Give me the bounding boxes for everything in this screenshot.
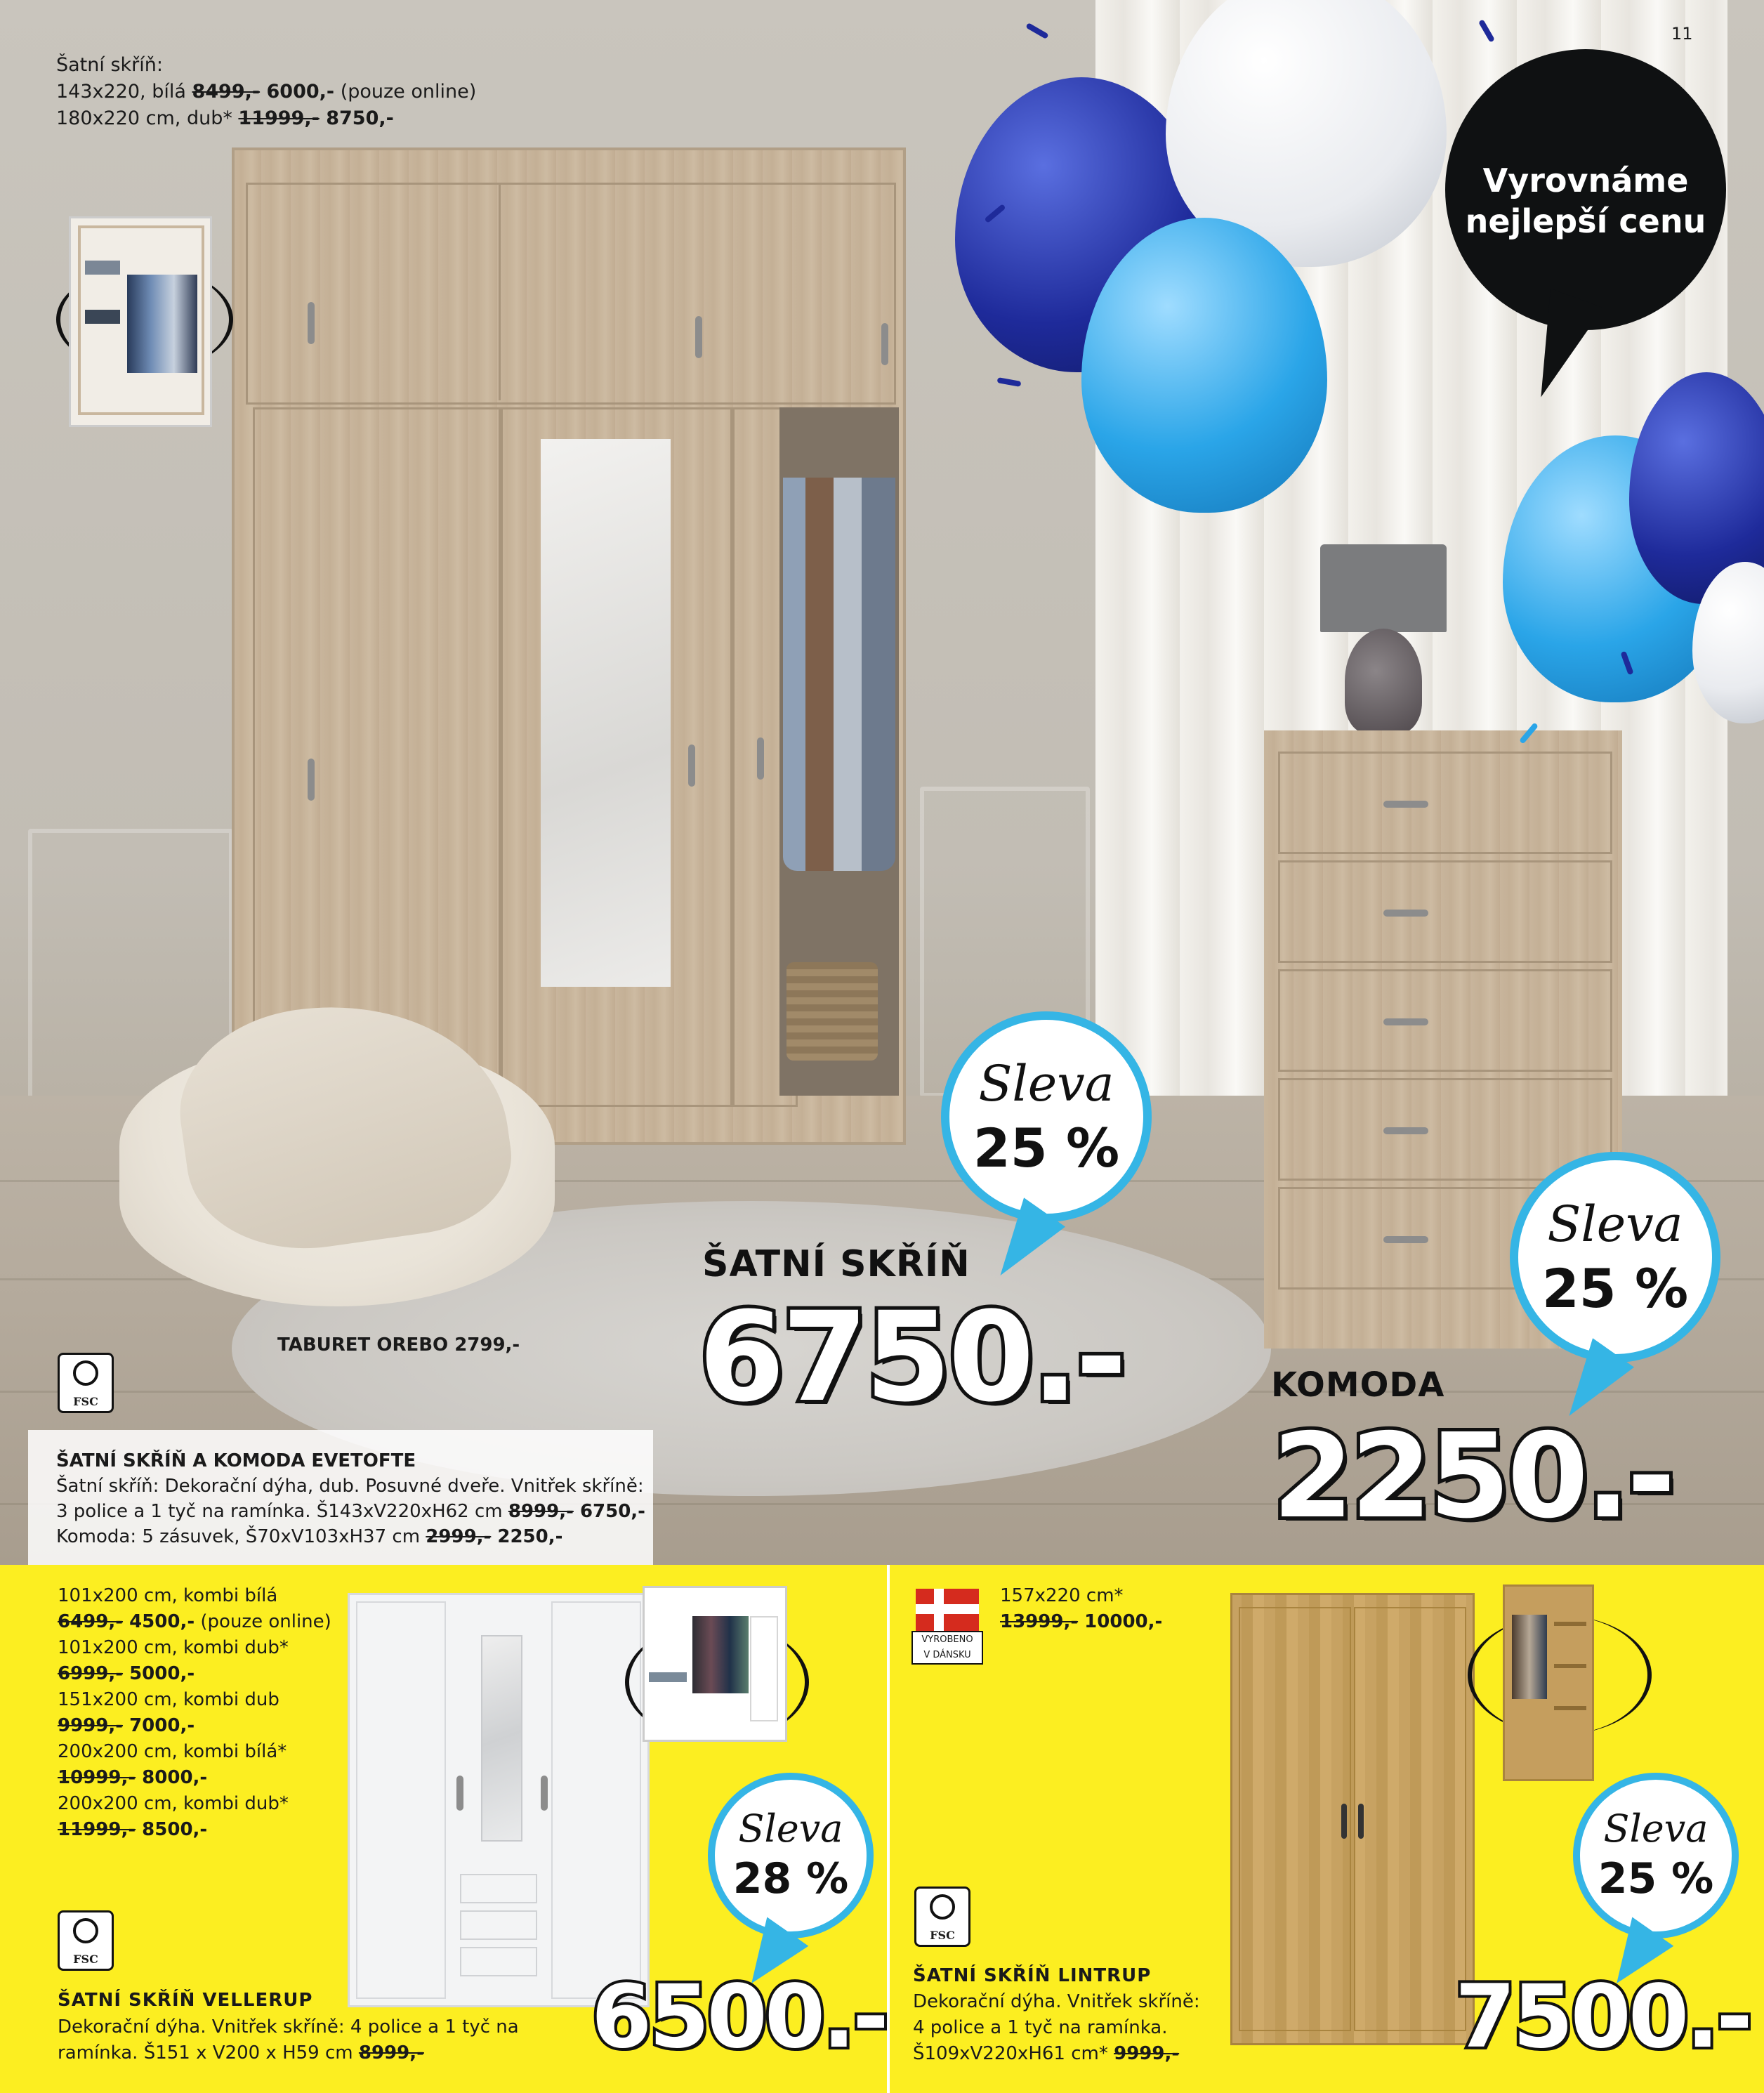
fsc-logo-text: FSC bbox=[930, 1929, 955, 1942]
old-price: 11999,- bbox=[238, 107, 320, 129]
old-price: 8999,- bbox=[358, 2042, 424, 2064]
tree-icon bbox=[73, 1918, 98, 1943]
new-price: 6750,- bbox=[573, 1501, 645, 1522]
made-in-line1: VYROBENO bbox=[921, 1634, 973, 1645]
dresser-price: 2250.- bbox=[1272, 1409, 1673, 1544]
new-price: 6000,- bbox=[260, 81, 335, 103]
variant-price bbox=[58, 1817, 331, 1843]
badge-percent: 28 % bbox=[732, 1854, 849, 1903]
new-price: 7000,- bbox=[123, 1715, 195, 1736]
new-price: 8750,- bbox=[319, 107, 394, 129]
wardrobe-mirror bbox=[541, 439, 671, 987]
evetofte-desc3 bbox=[56, 1524, 562, 1549]
online-note: (pouze online) bbox=[195, 1611, 331, 1632]
variant-price bbox=[58, 1765, 331, 1791]
fsc-logo bbox=[58, 1353, 114, 1413]
variant-size: 101x200 cm, kombi dub* bbox=[58, 1637, 289, 1658]
old-price: 6999,- bbox=[58, 1663, 124, 1684]
lintrup-title: ŠATNÍ SKŘÍŇ LINTRUP bbox=[913, 1965, 1152, 1986]
tree-icon bbox=[930, 1894, 955, 1920]
thumbnail-wardrobe-interior bbox=[69, 216, 212, 427]
made-in-denmark-label bbox=[911, 1631, 983, 1665]
variant-price bbox=[58, 1661, 331, 1687]
confetti bbox=[1025, 22, 1048, 39]
new-price: 10000,- bbox=[1078, 1611, 1163, 1632]
vellerup-price: 6500.- bbox=[591, 1967, 886, 2068]
fsc-logo-text: FSC bbox=[73, 1395, 98, 1408]
badge-label: Sleva bbox=[1547, 1195, 1683, 1253]
lintrup-wardrobe-image bbox=[1230, 1593, 1475, 2045]
vellerup-title: ŠATNÍ SKŘÍŇ VELLERUP bbox=[58, 1990, 313, 2011]
online-note: (pouze online) bbox=[334, 81, 477, 103]
discount-badge-lintrup bbox=[1573, 1773, 1739, 1938]
old-price: 8999,- bbox=[508, 1501, 574, 1522]
evetofte-info-box bbox=[28, 1430, 653, 1565]
desc-text: ramínka. Š151 x V200 x H59 cm bbox=[58, 2042, 359, 2064]
evetofte-desc2 bbox=[56, 1499, 645, 1524]
flag-cross-horizontal bbox=[916, 1604, 979, 1614]
lintrup-desc3 bbox=[913, 2041, 1179, 2067]
badge-percent: 25 % bbox=[1541, 1257, 1689, 1320]
spec-size: 180x220 cm, dub* bbox=[56, 107, 239, 129]
lintrup-variant-price bbox=[1000, 1609, 1162, 1635]
old-price: 11999,- bbox=[58, 1819, 136, 1840]
lintrup-size: 157x220 cm* bbox=[1000, 1585, 1124, 1606]
lintrup-desc2: 4 police a 1 tyč na ramínka. bbox=[913, 2017, 1168, 2038]
new-price: 4500,- bbox=[123, 1611, 195, 1632]
lintrup-thumbnail-interior bbox=[1503, 1584, 1594, 1781]
spec-size: 143x220, bílá bbox=[56, 81, 192, 103]
price-match-line2: nejlepší cenu bbox=[1465, 202, 1706, 240]
variant-price bbox=[58, 1609, 331, 1635]
lamp-base bbox=[1345, 629, 1422, 734]
variant-size: 101x200 cm, kombi bílá bbox=[58, 1585, 278, 1606]
old-price: 9999,- bbox=[58, 1715, 124, 1736]
lamp-shade bbox=[1320, 544, 1447, 632]
new-price: 2250,- bbox=[491, 1526, 563, 1547]
badge-label: Sleva bbox=[978, 1055, 1114, 1113]
lintrup-price: 7500.- bbox=[1455, 1967, 1750, 2068]
variant-size: 151x200 cm, kombi dub bbox=[58, 1689, 279, 1710]
wardrobe-label: ŠATNÍ SKŘÍŇ bbox=[702, 1243, 970, 1285]
evetofte-desc1: Šatní skříň: Dekorační dýha, dub. Posuvné dveře. Vnitřek skříně: bbox=[56, 1476, 644, 1497]
badge-label: Sleva bbox=[738, 1806, 843, 1851]
hero-spec-line1 bbox=[56, 79, 476, 105]
dresser-label: KOMODA bbox=[1271, 1365, 1445, 1405]
hero-spec-title: Šatní skříň: bbox=[56, 54, 163, 76]
section-divider bbox=[887, 1565, 890, 2093]
vellerup-desc1: Dekorační dýha. Vnitřek skříně: 4 police a 1 tyč na bbox=[58, 2016, 519, 2038]
fsc-logo bbox=[914, 1887, 970, 1947]
variant-size: 200x200 cm, kombi dub* bbox=[58, 1793, 289, 1814]
lintrup-desc1: Dekorační dýha. Vnitřek skříně: bbox=[913, 1991, 1200, 2012]
page-number: 11 bbox=[1671, 24, 1693, 44]
desc-text: 3 police a 1 tyč na ramínka. Š143xV220xH62 cm bbox=[56, 1501, 508, 1522]
variant-price bbox=[58, 1713, 331, 1739]
confetti bbox=[997, 377, 1022, 387]
badge-percent: 25 % bbox=[973, 1117, 1120, 1179]
price-match-line1: Vyrovnáme bbox=[1482, 162, 1689, 199]
old-price: 10999,- bbox=[58, 1767, 136, 1788]
discount-badge-dresser bbox=[1510, 1152, 1720, 1363]
new-price: 5000,- bbox=[123, 1663, 195, 1684]
tree-icon bbox=[73, 1360, 98, 1386]
made-in-line2: V DÁNSKU bbox=[923, 1650, 971, 1660]
hero-spec-line2 bbox=[56, 105, 476, 132]
wardrobe-price: 6750.- bbox=[699, 1285, 1124, 1429]
basket bbox=[786, 962, 878, 1061]
hanging-clothes bbox=[783, 478, 895, 871]
badge-percent: 25 % bbox=[1598, 1854, 1714, 1903]
vellerup-thumbnail-interior bbox=[643, 1586, 787, 1742]
new-price: 8000,- bbox=[136, 1767, 208, 1788]
evetofte-title: ŠATNÍ SKŘÍŇ A KOMODA EVETOFTE bbox=[56, 1450, 416, 1471]
old-price: 2999,- bbox=[426, 1526, 492, 1547]
fsc-logo-text: FSC bbox=[73, 1953, 98, 1966]
new-price: 8500,- bbox=[136, 1819, 208, 1840]
desc-text: Š109xV220xH61 cm* bbox=[913, 2043, 1114, 2064]
price-match-text bbox=[1459, 160, 1712, 242]
hero-spec bbox=[56, 52, 476, 132]
discount-badge-wardrobe bbox=[941, 1011, 1152, 1222]
vellerup-desc2 bbox=[58, 2040, 424, 2066]
flag-cross-vertical bbox=[934, 1589, 944, 1631]
old-price: 8499,- bbox=[192, 81, 261, 103]
variant-size: 200x200 cm, kombi bílá* bbox=[58, 1741, 287, 1762]
pouf-label: TABURET OREBO 2799,- bbox=[277, 1334, 520, 1356]
old-price: 9999,- bbox=[1114, 2043, 1180, 2064]
fsc-logo bbox=[58, 1910, 114, 1971]
old-price: 13999,- bbox=[1000, 1611, 1079, 1632]
vellerup-variants bbox=[58, 1583, 331, 1843]
desc-text: Komoda: 5 zásuvek, Š70xV103xH37 cm bbox=[56, 1526, 426, 1547]
discount-badge-vellerup bbox=[708, 1773, 874, 1938]
old-price: 6499,- bbox=[58, 1611, 124, 1632]
vellerup-wardrobe-image bbox=[348, 1593, 650, 2007]
badge-label: Sleva bbox=[1603, 1806, 1709, 1851]
